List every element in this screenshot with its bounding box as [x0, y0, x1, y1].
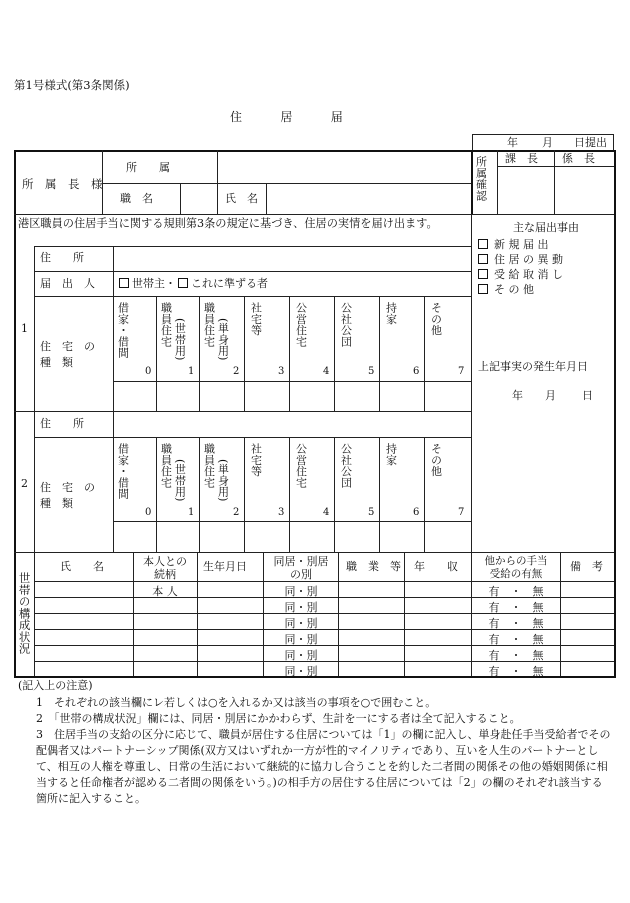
cohab-option[interactable]: 同・別 — [284, 649, 318, 662]
page-title: 住 居 届 — [230, 110, 344, 124]
housing-type-name: 職員住宅 — [159, 443, 173, 488]
reason-checkbox[interactable] — [478, 254, 488, 264]
household-header: 生年月日 — [203, 560, 247, 573]
filer-opt2: これに準ずる者 — [191, 277, 268, 290]
filer-equiv-checkbox[interactable] — [178, 278, 188, 288]
cohab-option[interactable]: 同・別 — [284, 585, 318, 598]
housing-type-name: 公営住宅 — [294, 302, 308, 347]
allowance-option[interactable]: 有 ・ 無 — [488, 633, 544, 646]
section1-address-label: 住 所 — [40, 251, 84, 264]
housing-type-num: 1 — [188, 507, 195, 518]
housing-type-num: 3 — [278, 507, 285, 518]
housing-type-num: 5 — [368, 366, 375, 377]
cohab-option[interactable]: 同・別 — [284, 633, 318, 646]
post-label: 職 名 — [120, 192, 153, 205]
cohab-option[interactable]: 同・別 — [284, 601, 318, 614]
housing-type-num: 1 — [188, 366, 195, 377]
confirm-label: 所属確認 — [474, 156, 488, 201]
section2-type-label: 住 宅 の 種 類 — [40, 481, 95, 510]
cohab-option[interactable]: 同・別 — [284, 665, 318, 678]
section2-num: 2 — [21, 477, 28, 490]
date-filed-label: 日提出 — [574, 136, 607, 149]
reason-item: 住 居 の 異 動 — [494, 253, 563, 266]
housing-type-name: その他 — [429, 443, 443, 477]
note-item: 1 それぞれの該当欄にレ若しくは○を入れるか又は該当の事項を○で囲むこと。 — [36, 696, 437, 709]
housing-type-num: 3 — [278, 366, 285, 377]
housing-type-name: 職員住宅 — [202, 302, 216, 347]
housing-type-name: 公社公団 — [339, 443, 353, 488]
housing-type-num: 4 — [323, 366, 330, 377]
unit-chief-label: 係 長 — [562, 152, 595, 165]
housing-type-num: 6 — [413, 507, 420, 518]
occurrence-year: 年 — [512, 389, 523, 402]
housing-type-num: 7 — [458, 366, 465, 377]
allowance-option[interactable]: 有 ・ 無 — [488, 601, 544, 614]
household-header: 本人との 続柄 — [143, 555, 187, 581]
housing-type-num: 2 — [233, 507, 240, 518]
housing-type-name: その他 — [429, 302, 443, 336]
notes-title: (記入上の注意) — [18, 679, 93, 692]
housing-type-sub: (単身用) — [216, 459, 230, 502]
chief-label: 所 属 長 様 — [22, 177, 103, 191]
housing-type-num: 0 — [145, 507, 152, 518]
housing-type-sub: (世帯用) — [173, 459, 187, 502]
self-relation: 本 人 — [152, 585, 178, 598]
intro-text: 港区職員の住居手当に関する規則第3条の規定に基づき、住居の実情を届け出ます。 — [18, 217, 438, 230]
name-label: 氏 名 — [225, 192, 258, 205]
occurrence-month: 月 — [545, 389, 556, 402]
date-year-label: 年 — [507, 136, 518, 149]
form-id: 第1号様式(第3条関係) — [14, 78, 130, 92]
filer-head-checkbox[interactable] — [119, 278, 129, 288]
household-header: 氏 名 — [60, 560, 104, 573]
housing-type-num: 0 — [145, 366, 152, 377]
note-item: 2 「世帯の構成状況」欄には、同居・別居にかかわらず、生計を一にする者は全て記入すること。 — [36, 712, 521, 725]
housing-type-name: 社宅等 — [249, 302, 263, 336]
housing-type-name: 借家・借間 — [116, 302, 130, 359]
dept-label: 所 属 — [126, 161, 170, 174]
household-header: 職 業 等 — [346, 560, 401, 573]
housing-type-name: 公営住宅 — [294, 443, 308, 488]
cohab-option[interactable]: 同・別 — [284, 617, 318, 630]
section2-address-label: 住 所 — [40, 417, 84, 430]
reason-item: 新 規 届 出 — [494, 238, 549, 251]
household-header: 同居・別居 の別 — [273, 555, 329, 581]
reasons-title: 主な届出事由 — [513, 221, 579, 234]
allowance-option[interactable]: 有 ・ 無 — [488, 617, 544, 630]
allowance-option[interactable]: 有 ・ 無 — [488, 585, 544, 598]
household-header: 他からの手当 受給の有無 — [484, 555, 548, 580]
occurrence-label: 上記事実の発生年月日 — [478, 360, 588, 373]
allowance-option[interactable]: 有 ・ 無 — [488, 649, 544, 662]
reason-item: そ の 他 — [494, 283, 534, 296]
date-month-label: 月 — [542, 136, 553, 149]
housing-type-name: 持家 — [384, 443, 398, 466]
section1-num: 1 — [21, 322, 28, 335]
housing-type-num: 7 — [458, 507, 465, 518]
section-chief-label: 課 長 — [505, 152, 538, 165]
reason-checkbox[interactable] — [478, 269, 488, 279]
housing-type-name: 社宅等 — [249, 443, 263, 477]
housing-type-sub: (世帯用) — [173, 318, 187, 361]
housing-type-num: 2 — [233, 366, 240, 377]
allowance-option[interactable]: 有 ・ 無 — [488, 665, 544, 678]
housing-type-name: 公社公団 — [339, 302, 353, 347]
occurrence-day: 日 — [582, 389, 593, 402]
housing-type-name: 借家・借間 — [116, 443, 130, 500]
housing-type-name: 職員住宅 — [159, 302, 173, 347]
household-side-label: 世帯の構成状況 — [17, 572, 32, 655]
housing-type-num: 4 — [323, 507, 330, 518]
reason-checkbox[interactable] — [478, 284, 488, 294]
housing-type-name: 職員住宅 — [202, 443, 216, 488]
filer-label: 届 出 人 — [40, 277, 95, 290]
note-item: 3 住居手当の支給の区分に応じて、職員が居住する住居については「1」の欄に記入し、単身赴任手当受給者でその配偶者又はパートナーシップ関係(双方又はいずれか一方が性的マイノリティであり、互いを人生のパートナーとして、相互の人権を尊重し、日常の生活において継続的に協力し合うことを約した二者間の関係その他の婚姻関係に相当すると任命権者が認める二者間の関係をいう。)の相手方の居住する住居については「2」の欄のそれぞれ該当する箇所に記入すること。 — [36, 728, 611, 805]
housing-type-sub: (単身用) — [216, 318, 230, 361]
housing-type-num: 6 — [413, 366, 420, 377]
reason-checkbox[interactable] — [478, 239, 488, 249]
filer-opt1: 世帯主・ — [132, 277, 176, 290]
section1-type-label: 住 宅 の 種 類 — [40, 340, 95, 369]
household-header: 年 収 — [414, 560, 458, 573]
reason-item: 受 給 取 消 し — [494, 268, 563, 281]
housing-type-name: 持家 — [384, 302, 398, 325]
housing-type-num: 5 — [368, 507, 375, 518]
household-header: 備 考 — [570, 560, 603, 573]
